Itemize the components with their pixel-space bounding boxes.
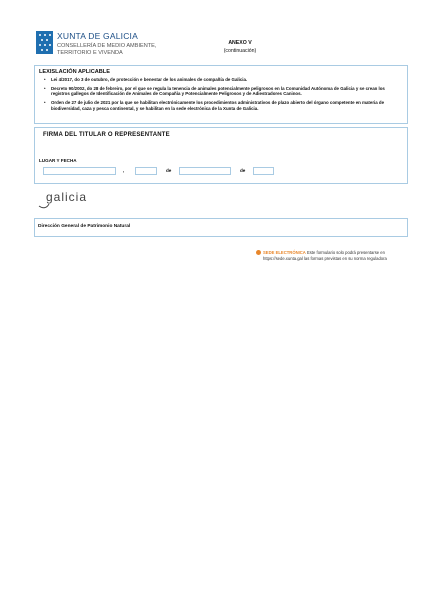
comma-separator: ,: [123, 168, 125, 173]
note-line-2: https://sede.xunta.gal las formas previstas en su norma reguladora: [263, 256, 387, 261]
legislation-item: • Orden de 27 de julio de 2021 por la que se habilitan electrónicamente los procedimientos administrativos de plazo abierto del órgano competente en materia de biodiversidad, caza y pesca continental, y se habilitan en la sede electrónica de la Xunta de Galicia.: [44, 100, 385, 111]
bullet-icon: •: [44, 100, 46, 106]
place-field[interactable]: [43, 167, 116, 175]
de-separator-2: de: [240, 168, 246, 173]
galicia-logo-text: galicia: [46, 190, 88, 204]
month-field[interactable]: [179, 167, 231, 175]
sede-icon: [256, 250, 261, 255]
year-field[interactable]: [253, 167, 274, 175]
org-title: XUNTA DE GALICIA: [57, 31, 138, 41]
annex-title: ANEXO V: [228, 40, 252, 46]
bullet-icon: •: [44, 77, 46, 82]
bullet-icon: •: [44, 85, 46, 91]
galicia-logo: [37, 186, 107, 210]
place-date-label: LUGAR Y FECHA: [39, 158, 77, 163]
signature-section: [34, 127, 408, 184]
org-subtitle-line1: CONSELLERÍA DE MEDIO AMBIENTE,: [57, 43, 157, 49]
annex-heading: [200, 40, 280, 55]
note-text-1: Este formulario solo podrá presentarse en: [306, 250, 385, 255]
legislation-item: • Lei 4/2017, do 3 de outubro, de protección e benestar de los animales de compañía de Galicia.: [44, 77, 248, 82]
directorate-name: Dirección General de Patrimonio Natural: [38, 224, 131, 229]
legislation-heading: LEXISLACIÓN APLICABLE: [39, 69, 110, 75]
legislation-section: [34, 65, 408, 124]
legislation-item: • Decreto 90/2002, do 28 de febreiro, por el que se regula la tenencia de animales potencialmente peligrosos en la Comunidad Autónoma de Galicia y se crean los registros gallegos de Identificación de Animales de Compañía y Potencialmente Peligrosos y de Adiestradores Caninos.: [44, 85, 385, 97]
signature-heading: FIRMA DEL TITULAR O REPRESENTANTE: [43, 132, 170, 138]
directorate-section: [34, 218, 408, 237]
sede-link[interactable]: SEDE ELECTRÓNICA: [263, 250, 306, 255]
day-field[interactable]: [135, 167, 157, 175]
org-subtitle: [57, 43, 156, 57]
legislation-list: [39, 77, 399, 115]
de-separator-1: de: [166, 168, 172, 173]
org-subtitle-line2: TERRITORIO E VIVENDA: [57, 50, 123, 56]
annex-subtitle: (continuación): [223, 47, 257, 54]
xunta-emblem-icon: [36, 31, 53, 54]
